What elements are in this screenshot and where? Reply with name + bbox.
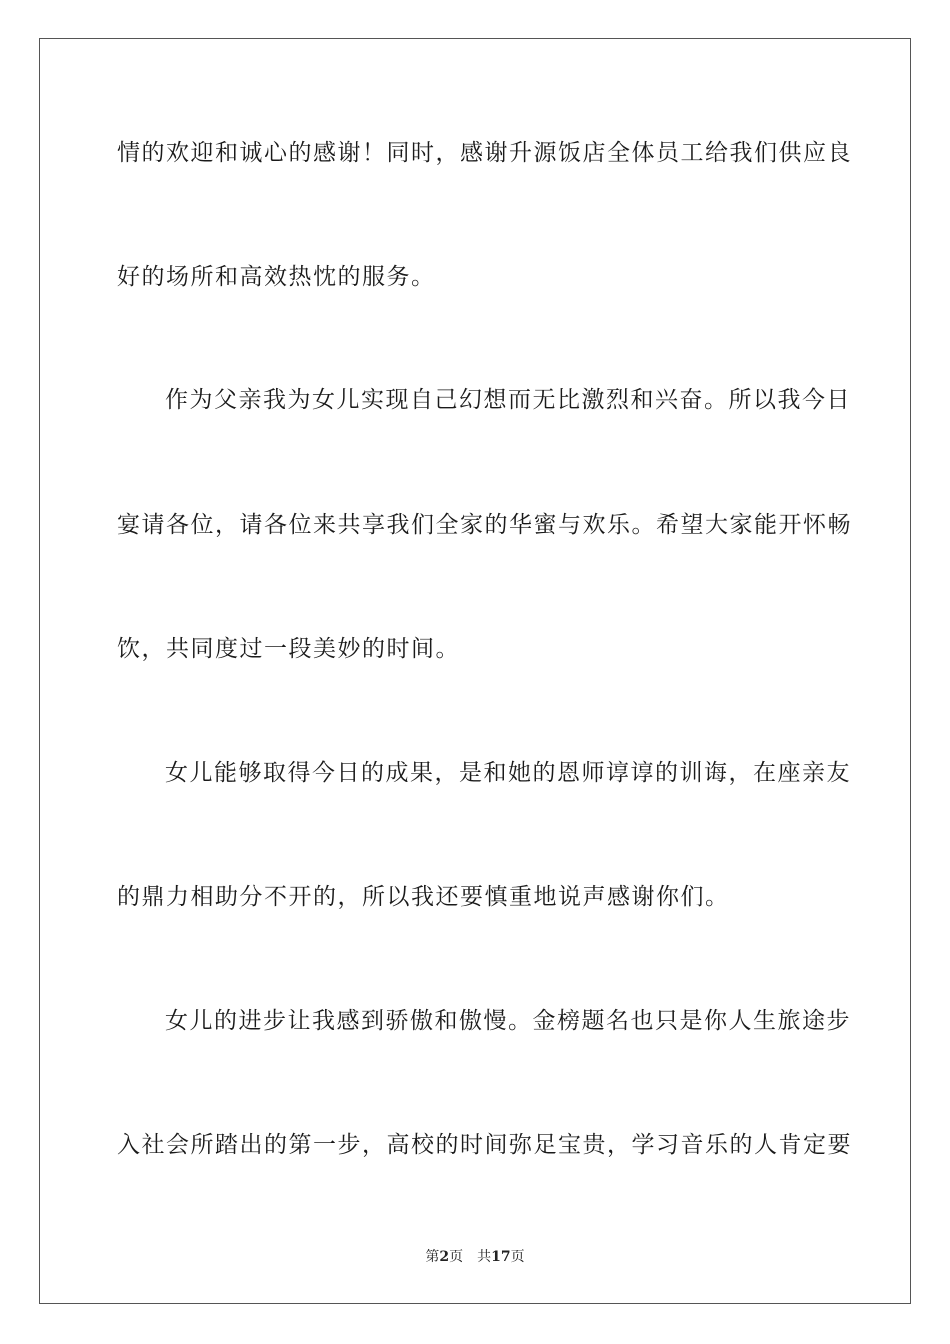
paragraph-line: 饮，共同度过一段美妙的时间。 bbox=[117, 636, 460, 662]
total-suffix: 页 bbox=[510, 1249, 525, 1265]
paragraph-line: 情的欢迎和诚心的感谢！同时，感谢升源饭店全体员工给我们供应良 bbox=[117, 140, 852, 166]
paragraph-line: 的鼎力相助分不开的，所以我还要慎重地说声感谢你们。 bbox=[117, 884, 730, 910]
paragraph-line: 入社会所踏出的第一步，高校的时间弥足宝贵，学习音乐的人肯定要 bbox=[117, 1132, 852, 1158]
paragraph-line: 女儿能够取得今日的成果，是和她的恩师谆谆的训诲，在座亲友 bbox=[165, 760, 851, 786]
page-suffix: 页 bbox=[449, 1249, 464, 1265]
page-prefix: 第 bbox=[425, 1249, 440, 1265]
page-border bbox=[39, 38, 911, 1304]
page-footer bbox=[0, 1248, 950, 1266]
total-prefix: 共 bbox=[477, 1249, 492, 1265]
paragraph-line: 好的场所和高效热忱的服务。 bbox=[117, 264, 436, 290]
total-pages: 17 bbox=[491, 1249, 511, 1265]
paragraph-line: 女儿的进步让我感到骄傲和傲慢。金榜题名也只是你人生旅途步 bbox=[165, 1008, 851, 1034]
paragraph-line: 作为父亲我为女儿实现自己幻想而无比激烈和兴奋。所以我今日 bbox=[165, 387, 851, 413]
page-number: 2 bbox=[439, 1249, 450, 1265]
paragraph-line: 宴请各位，请各位来共享我们全家的华蜜与欢乐。希望大家能开怀畅 bbox=[117, 512, 852, 538]
